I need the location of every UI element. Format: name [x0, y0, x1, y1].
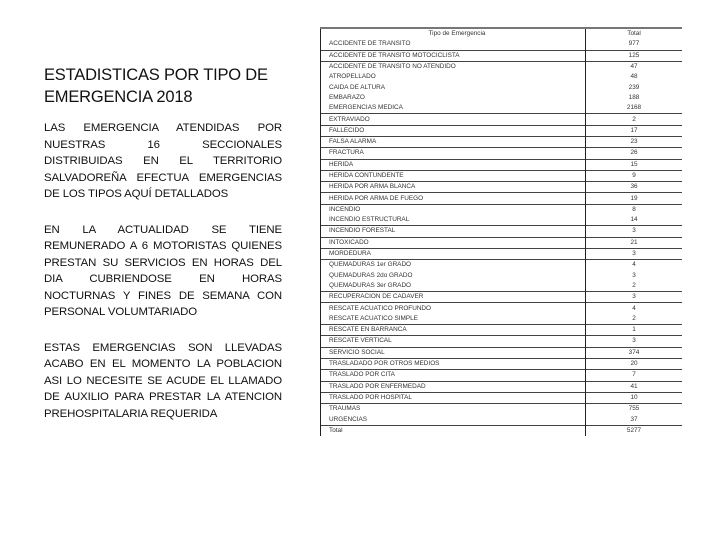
table-row — [321, 170, 683, 181]
emergency-type-cell: TRAUMAS — [321, 404, 586, 415]
emergency-type-cell: QUEMADURAS 3er GRADO — [321, 281, 586, 292]
table-row — [321, 72, 683, 82]
emergency-type-cell: ACCIDENTE DE TRANSITO NO ATENDIDO — [321, 61, 586, 72]
total-cell: 2 — [586, 114, 683, 125]
emergency-type-cell: SERVICIO SOCIAL — [321, 347, 586, 358]
table-row — [321, 303, 683, 314]
emergency-type-cell: QUEMADURAS 2do GRADO — [321, 271, 586, 281]
table-row — [321, 114, 683, 125]
table-row — [321, 292, 683, 303]
table-row — [321, 237, 683, 248]
emergency-type-cell: RECUPERACION DE CADAVER — [321, 292, 586, 303]
table-row — [321, 314, 683, 325]
emergency-type-cell: EMBARAZO — [321, 93, 586, 103]
total-cell: 3 — [586, 271, 683, 281]
paragraph-emergencias: ESTAS EMERGENCIAS SON LLEVADAS ACABO EN EL MOMENTO LA POBLACION ASI LO NECESITE SE ACUDE EL LLAMADO DE AUXILIO PARA PRESTAR LA ATENCION PREHOSPITALARIA REQUERIDA — [44, 341, 282, 420]
paragraph-motoristas: EN LA ACTUALIDAD SE TIENE REMUNERADO A 6 MOTORISTAS QUIENES PRESTAN SU SERVICIOS EN HORAS DEL DIA CUBRIENDOSE EN HORAS NOCTURNAS Y FINES DE SEMANA CON PERSONAL VOLUMTARIADO — [44, 223, 282, 318]
table-row — [321, 82, 683, 92]
table-row — [321, 193, 683, 204]
table-row — [321, 370, 683, 381]
emergency-type-cell: QUEMADURAS 1er GRADO — [321, 260, 586, 271]
total-cell: 21 — [586, 237, 683, 248]
table-row — [321, 392, 683, 403]
total-cell: 19 — [586, 193, 683, 204]
table-row — [321, 336, 683, 347]
table-row — [321, 50, 683, 61]
emergency-type-cell: RESCATE ACUATICO SIMPLE — [321, 314, 586, 325]
emergency-type-cell: HERIDA POR ARMA DE FUEGO — [321, 193, 586, 204]
emergency-type-cell: ACCIDENTE DE TRANSITO — [321, 39, 586, 50]
emergency-type-cell: RESCATE EN BARRANCA — [321, 325, 586, 336]
total-cell: 9 — [586, 170, 683, 181]
table-row — [321, 182, 683, 193]
emergency-type-cell: ACCIDENTE DE TRANSITO MOTOCICLISTA — [321, 50, 586, 61]
total-cell: 2168 — [586, 103, 683, 114]
table-row — [321, 325, 683, 336]
total-cell: 4 — [586, 303, 683, 314]
total-cell: 37 — [586, 414, 683, 425]
total-cell: 20 — [586, 358, 683, 369]
total-cell: 15 — [586, 159, 683, 170]
total-cell: 14 — [586, 215, 683, 226]
total-cell: 2 — [586, 314, 683, 325]
emergency-type-cell: RESCATE ACUATICO PROFUNDO — [321, 303, 586, 314]
total-cell: 188 — [586, 93, 683, 103]
total-cell: 41 — [586, 381, 683, 392]
emergency-type-cell: INCENDIO FORESTAL — [321, 226, 586, 237]
emergency-type-cell: CAIDA DE ALTURA — [321, 82, 586, 92]
emergency-type-cell: TRASLADO POR ENFERMEDAD — [321, 381, 586, 392]
emergency-type-cell: EXTRAVIADO — [321, 114, 586, 125]
emergency-type-cell: EMERGENCIAS MEDICA — [321, 103, 586, 114]
header-tipo: Tipo de Emergencia — [321, 28, 586, 39]
table-row — [321, 347, 683, 358]
total-cell: 36 — [586, 182, 683, 193]
page-title: ESTADISTICAS POR TIPO DE EMERGENCIA 2018 — [44, 66, 268, 106]
total-cell: 48 — [586, 72, 683, 82]
emergency-type-cell: TRASLADO POR CITA — [321, 370, 586, 381]
table-row — [321, 414, 683, 425]
emergency-type-cell: HERIDA — [321, 159, 586, 170]
table-row — [321, 425, 683, 436]
emergency-type-cell: TRASLADO POR HOSPITAL — [321, 392, 586, 403]
emergency-type-cell: INCENDIO — [321, 204, 586, 215]
total-cell: 23 — [586, 136, 683, 147]
total-cell: 8 — [586, 204, 683, 215]
table-row — [321, 93, 683, 103]
emergency-type-cell: ATROPELLADO — [321, 72, 586, 82]
emergency-type-cell: HERIDA POR ARMA BLANCA — [321, 182, 586, 193]
total-cell: 4 — [586, 260, 683, 271]
total-cell: 17 — [586, 125, 683, 136]
table-row — [321, 381, 683, 392]
total-cell: 2 — [586, 281, 683, 292]
emergency-type-cell: FALLECIDO — [321, 125, 586, 136]
emergency-stats-table — [320, 27, 682, 436]
table-row — [321, 103, 683, 114]
emergency-type-cell: MORDEDURA — [321, 248, 586, 259]
total-cell: 374 — [586, 347, 683, 358]
total-cell: 755 — [586, 404, 683, 415]
table-row — [321, 215, 683, 226]
table-row — [321, 61, 683, 72]
table-row — [321, 260, 683, 271]
table-row — [321, 136, 683, 147]
total-cell: 3 — [586, 248, 683, 259]
table-row — [321, 39, 683, 50]
table-row — [321, 358, 683, 369]
table-row — [321, 159, 683, 170]
total-cell: 239 — [586, 82, 683, 92]
total-cell: 26 — [586, 148, 683, 159]
total-cell: 977 — [586, 39, 683, 50]
table-row — [321, 404, 683, 415]
table-row — [321, 204, 683, 215]
total-cell: 7 — [586, 370, 683, 381]
total-cell: 3 — [586, 226, 683, 237]
total-cell: 10 — [586, 392, 683, 403]
table-row — [321, 248, 683, 259]
emergency-type-cell: FRACTURA — [321, 148, 586, 159]
header-total: Total — [586, 28, 683, 39]
emergency-type-cell: FALSA ALARMA — [321, 136, 586, 147]
table-row — [321, 281, 683, 292]
total-cell: 3 — [586, 336, 683, 347]
total-cell: 3 — [586, 292, 683, 303]
emergency-type-cell: INCENDIO ESTRUCTURAL — [321, 215, 586, 226]
table-row — [321, 125, 683, 136]
paragraph-seccionales: LAS EMERGENCIA ATENDIDAS POR NUESTRAS 16 SECCIONALES DISTRIBUIDAS EN EL TERRITORIO SALVADOREÑA EFECTUA EMERGENCIAS DE LOS TIPOS AQUÍ DETALLADOS — [44, 122, 282, 200]
total-cell: 47 — [586, 61, 683, 72]
total-cell: 125 — [586, 50, 683, 61]
description-panel — [44, 64, 282, 441]
emergency-type-cell: HERIDA CONTUNDENTE — [321, 170, 586, 181]
table-row — [321, 148, 683, 159]
emergency-type-cell: RESCATE VERTICAL — [321, 336, 586, 347]
total-cell: 1 — [586, 325, 683, 336]
emergency-type-cell: Total — [321, 425, 586, 436]
table-row — [321, 226, 683, 237]
emergency-type-cell: INTOXICADO — [321, 237, 586, 248]
table-row — [321, 271, 683, 281]
table-header-row — [321, 28, 683, 39]
emergency-type-cell: URGENCIAS — [321, 414, 586, 425]
total-cell: 5277 — [586, 425, 683, 436]
emergency-type-cell: TRASLADADO POR OTROS MEDIOS — [321, 358, 586, 369]
